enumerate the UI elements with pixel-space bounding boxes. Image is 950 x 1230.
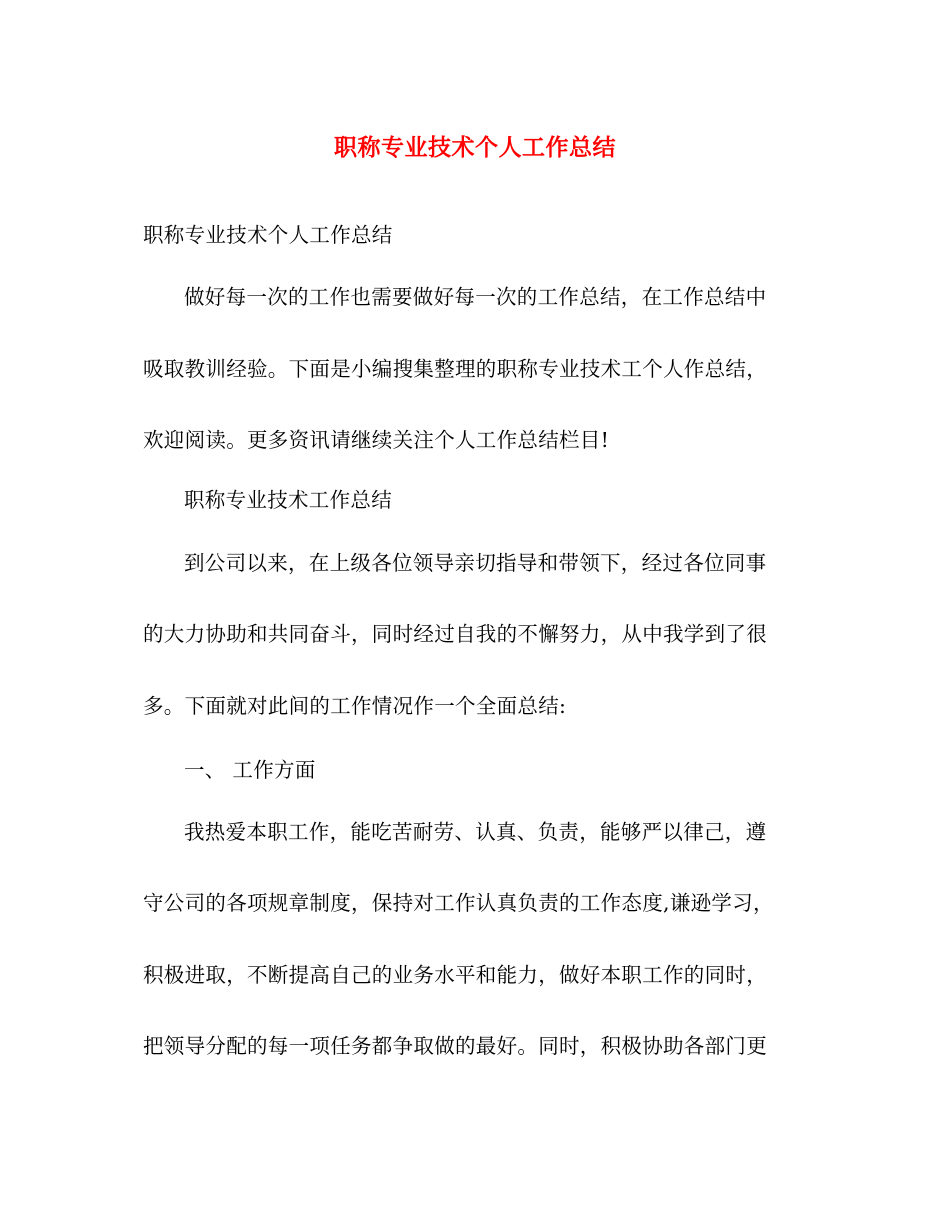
paragraph-line: 的大力协助和共同奋斗，同时经过自我的不懈努力，从中我学到了很 [143,622,767,646]
paragraph-line: 我热爱本职工作，能吃苦耐劳、认真、负责，能够严以律己，遵 [184,820,767,844]
section-heading: 职称专业技术工作总结 [184,488,392,512]
subtitle-line: 职称专业技术个人工作总结 [143,223,393,247]
paragraph-line: 做好每一次的工作也需要做好每一次的工作总结，在工作总结中 [184,285,767,309]
section-heading: 一、 工作方面 [184,758,316,782]
paragraph-line: 吸取教训经验。下面是小编搜集整理的职称专业技术工个人作总结， [143,357,767,381]
paragraph-line: 欢迎阅读。更多资讯请继续关注个人工作总结栏目! [143,428,610,452]
paragraph-line: 积极进取，不断提高自己的业务水平和能力，做好本职工作的同时， [143,963,767,987]
paragraph-line: 多。下面就对此间的工作情况作一个全面总结: [143,694,567,718]
paragraph-line: 把领导分配的每一项任务都争取做的最好。同时，积极协助各部门更 [143,1034,767,1058]
paragraph-line: 守公司的各项规章制度，保持对工作认真负责的工作态度,谦逊学习， [143,891,774,915]
paragraph-line: 到公司以来，在上级各位领导亲切指导和带领下，经过各位同事 [184,551,767,575]
document-title: 职称专业技术个人工作总结 [334,134,616,161]
